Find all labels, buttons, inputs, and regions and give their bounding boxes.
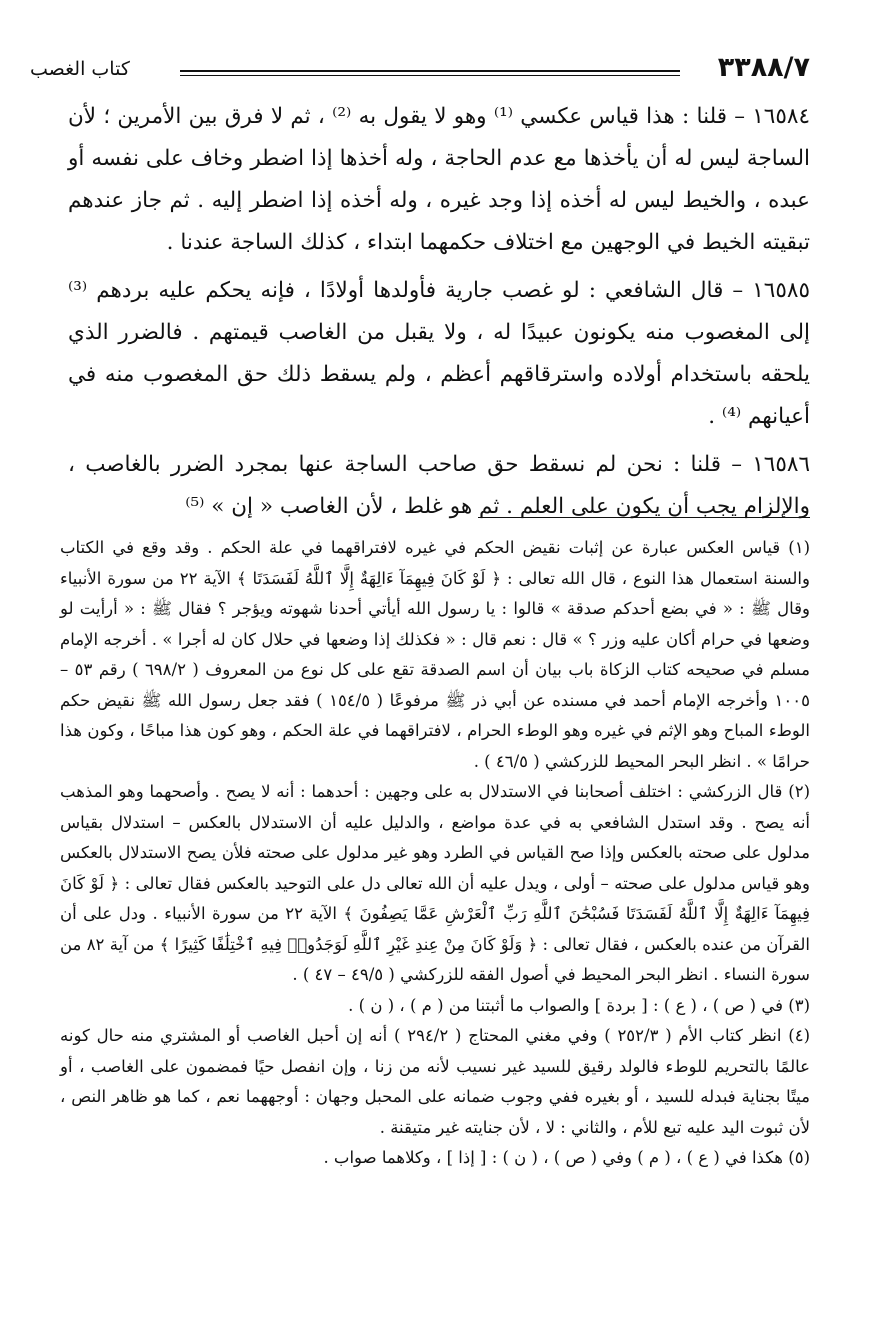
page-number: ٣٣٨٨/٧ [717,52,810,83]
footnote-3: (٣) في ( ص ) ، ( ع ) : [ بردة ] والصواب ما أثبتنا من ( م ) ، ( ن ) . [348,995,810,1015]
paragraph-16586: ١٦٥٨٦ – قلنا : نحن لم نسقط حق صاحب الساجة عنها بمجرد الضرر بالغاصب ، والإلزام يجب أن يكون على العلم . ثم هو غلط ، لأن الغاصب « إن » ⁽⁵⁾ [68,452,810,519]
page-header [30,52,810,88]
footnotes [60,533,810,1174]
footnote-2: (٢) قال الزركشي : اختلف أصحابنا في الاستدلال به على وجهين : أحدهما : أنه لا يصح . وأصحهما وهو المذهب أنه يصح . وقد استدل الشافعي به في عدة مواضع ، والدليل عليه أن الاستدلال بالعكس – استدلال بقياس مدلول على صحته بالعكس وإذا صح القياس في الطرد وهو غير مدلول على صحته فلأن يصح الاستدلال بالعكس وهو قياس مدلول على صحته – أولى ، ويدل عليه أن الله تعالى دل على التوحيد بالعكس فقال تعالى : ﴿ لَوْ كَانَ فِيهِمَآ ءَالِهَةٌ إِلَّا ٱللَّهُ لَفَسَدَتَا فَسُبْحَٰنَ ٱللَّهِ رَبِّ ٱلْعَرْشِ عَمَّا يَصِفُونَ ﴾ الآية ٢٢ من سورة الأنبياء . ودل على أن القرآن من عنده بالعكس ، فقال تعالى : ﴿ وَلَوْ كَانَ مِنْ عِندِ غَيْرِ ٱللَّهِ لَوَجَدُوا۟ فِيهِ ٱخْتِلَٰفًا كَثِيرًا ﴾ من آية ٨٢ من سورة النساء . انظر البحر المحيط في أصول الفقه للزركشي ( ٤٩/٥ – ٤٧ ) . [60,782,810,984]
chapter-title: كتاب الغصب [30,58,130,80]
footnote-4: (٤) انظر كتاب الأم ( ٢٥٢/٣ ) وفي مغني المحتاج ( ٢٩٤/٢ ) أنه إن أحبل الغاصب أو المشتري منه حال كونه عالمًا بالتحريم للوطء فالولد رقيق للسيد غير نسيب لأنه من زنا ، وإن انفصل حيًا فمضمون على الغاصب ، أو ميتًا بجناية فبدله للسيد ، أو بغيره ففي وجوب ضمانه على المحبل وجهان : أوجههما نعم ، كما هو ظاهر النص ، لأن ثبوت اليد عليه تبع للأم ، والثاني : لا ، لأن جنايته غير متيقنة . [60,1026,810,1137]
footnote-separator [478,517,810,518]
header-rule [180,70,680,76]
main-text [68,96,810,534]
footnote-5: (٥) هكذا في ( ع ) ، ( م ) وفي ( ص ) ، ( ن ) : [ إذا ] ، وكلاهما صواب . [323,1148,810,1167]
paragraph-16585: ١٦٥٨٥ – قال الشافعي : لو غصب جارية فأولدها أولادًا ، فإنه يحكم عليه بردهم ⁽³⁾ إلى المغصوب منه يكونون عبيدًا له ، ولا يقبل من الغاصب قيمتهم . فالضرر الذي يلحقه باستخدام أولاده واسترقاقهم أعظم ، ولم يسقط ذلك حق المغصوب منه في أعيانهم ⁽⁴⁾ . [68,278,810,429]
paragraph-16584: ١٦٥٨٤ – قلنا : هذا قياس عكسي ⁽¹⁾ وهو لا يقول به ⁽²⁾ ، ثم لا فرق بين الأمرين ؛ لأن الساجة ليس له أن يأخذها مع عدم الحاجة ، وله أخذها إذا اضطر وخاف على نفسه أو عبده ، والخيط ليس له أخذه إذا وجد غيره ، وله أخذه إذا اضطر إليه . ثم جاز عندهم تبقيته الخيط في الوجهين مع اختلاف حكمهما ابتداء ، كذلك الساجة عندنا . [68,104,810,255]
footnote-1: (١) قياس العكس عبارة عن إثبات نقيض الحكم في غيره لافتراقهما في علة الحكم . وقد وقع في الكتاب والسنة استعمال هذا النوع ، قال الله تعالى : ﴿ لَوْ كَانَ فِيهِمَآ ءَالِهَةٌ إِلَّا ٱللَّهُ لَفَسَدَتَا ﴾ الآية ٢٢ من سورة الأنبياء وقال ﷺ : « في بضع أحدكم صدقة » قالوا : يا رسول الله أيأتي أحدنا شهوته ويؤجر ؟ فقال ﷺ : « أرأيت لو وضعها في حرام أكان عليه وزر ؟ » قال : نعم قال : « فكذلك إذا وضعها في حلال كان له أجرا » . أخرجه الإمام مسلم في صحيحه كتاب الزكاة باب بيان أن اسم الصدقة تقع على كل نوع من المعروف ( ٦٩٨/٢ ) رقم ٥٣ – ١٠٠٥ وأخرجه الإمام أحمد في مسنده عن أبي ذر ﷺ مرفوعًا ( ١٥٤/٥ ) فقد جعل رسول الله ﷺ نقيض حكم الوطء المباح وهو الإثم في غيره وهو الوطء الحرام ، لافتراقهما في علة الحكم ، وهو كون هذا مباحًا ، وكون هذا حرامًا » . انظر البحر المحيط للزركشي ( ٤٦/٥ ) . [60,538,810,771]
